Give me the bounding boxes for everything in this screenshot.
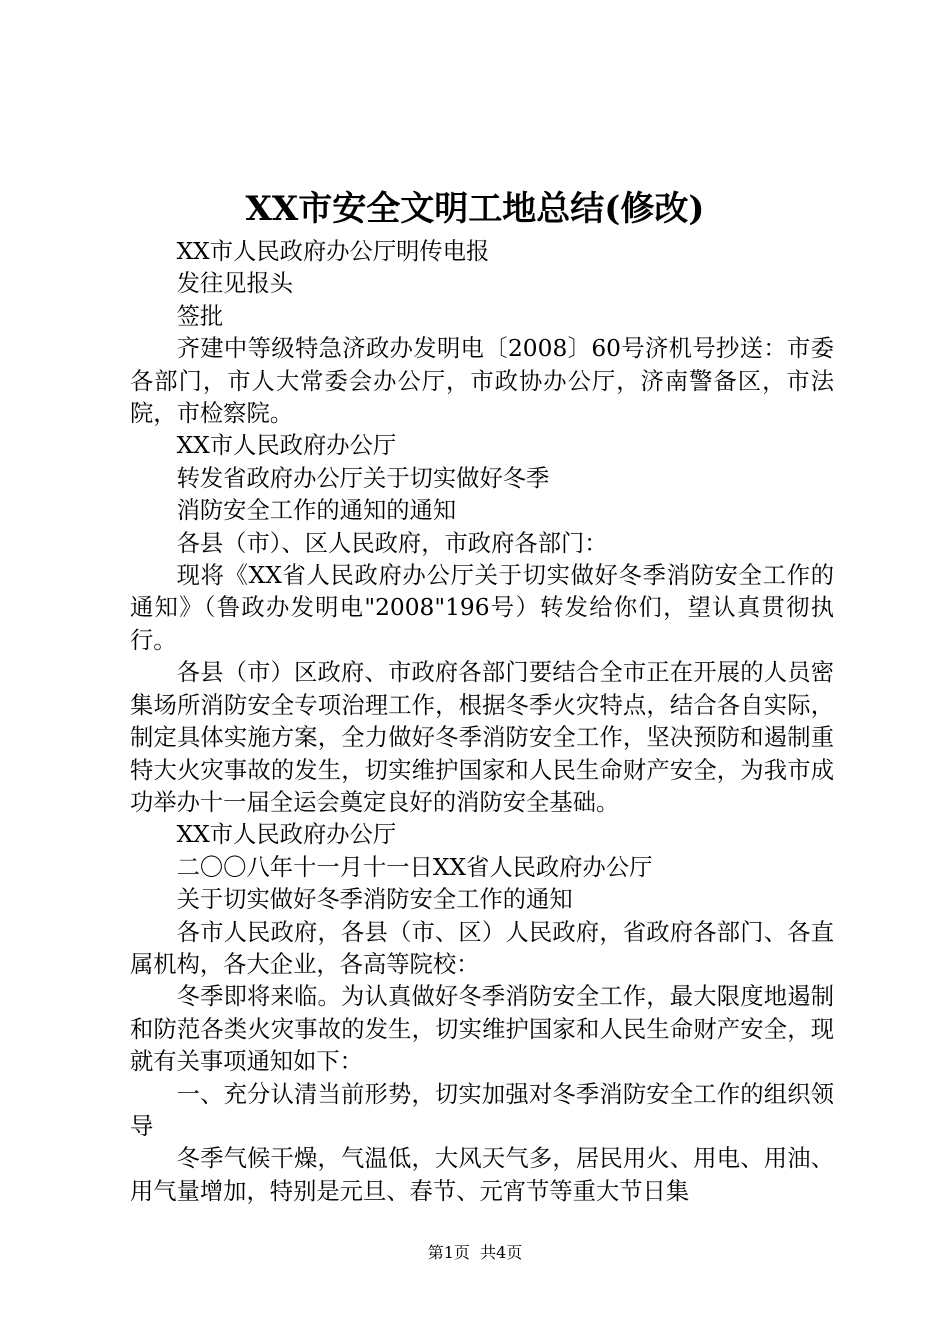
paragraph: 各市人民政府，各县（市、区）人民政府，省政府各部门、各直属机构，各大企业，各高等院校： <box>130 918 834 978</box>
page-total: 共4页 <box>480 1243 523 1262</box>
paragraph: 冬季即将来临。为认真做好冬季消防安全工作，最大限度地遏制和防范各类火灾事故的发生，切实维护国家和人民生命财产安全，现就有关事项通知如下： <box>130 983 834 1076</box>
paragraph: 签批 <box>176 302 224 330</box>
page-footer <box>0 1242 950 1264</box>
paragraph: 一、充分认清当前形势，切实加强对冬季消防安全工作的组织领导 <box>130 1080 834 1140</box>
paragraph: 冬季气候干燥，气温低，大风天气多，居民用火、用电、用油、用气量增加，特别是元旦、春节、元宵节等重大节日集 <box>130 1145 834 1205</box>
page-number: 第1页 <box>427 1243 470 1262</box>
paragraph: 转发省政府办公厅关于切实做好冬季 <box>176 464 550 492</box>
paragraph: 关于切实做好冬季消防安全工作的通知 <box>176 886 573 914</box>
document-title: XX市安全文明工地总结(修改) <box>245 189 705 229</box>
paragraph: 消防安全工作的通知的通知 <box>176 497 457 525</box>
paragraph: 各县（市）、区人民政府，市政府各部门： <box>176 529 608 557</box>
paragraph: XX市人民政府办公厅 <box>176 432 397 460</box>
paragraph: 齐建中等级特急济政办发明电〔2008〕60号济机号抄送：市委各部门，市人大常委会办公厅，市政协办公厅，济南警备区，市法院，市检察院。 <box>130 335 834 428</box>
paragraph: 二〇〇八年十一月十一日XX省人民政府办公厅 <box>176 853 653 881</box>
paragraph: XX市人民政府办公厅 <box>176 821 397 849</box>
paragraph: 发往见报头 <box>176 270 294 298</box>
paragraph: 现将《XX省人民政府办公厅关于切实做好冬季消防安全工作的通知》（鲁政办发明电"2008"196号）转发给你们，望认真贯彻执行。 <box>130 562 834 654</box>
document-body <box>130 236 834 1208</box>
paragraph: 各县（市）区政府、市政府各部门要结合全市正在开展的人员密集场所消防安全专项治理工作，根据冬季火灾特点，结合各自实际，制定具体实施方案，全力做好冬季消防安全工作，坚决预防和遏制重特大火灾事故的发生，切实维护国家和人民生命财产安全，为我市成功举办十一届全运会奠定良好的消防安全基础。 <box>130 659 834 816</box>
paragraph: XX市人民政府办公厅明传电报 <box>176 238 490 265</box>
